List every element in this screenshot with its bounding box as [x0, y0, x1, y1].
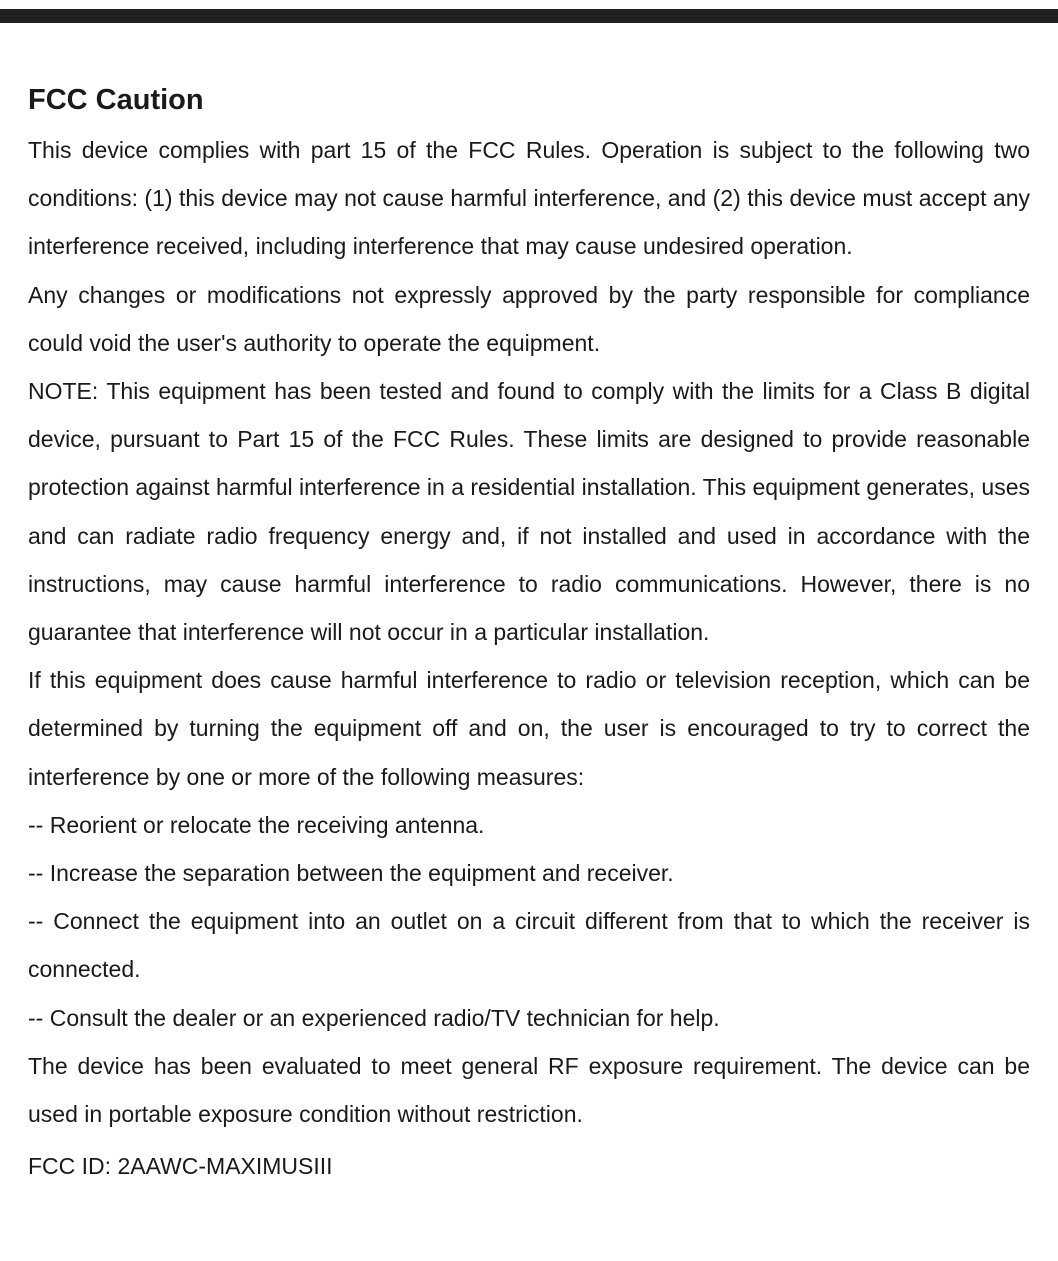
- fcc-caution-section: [28, 80, 1030, 1190]
- fcc-id-label: FCC ID: 2AAWC-MAXIMUSIII: [28, 1153, 333, 1180]
- rf-exposure-paragraph: The device has been evaluated to meet general RF exposure requirement. The device can be used in portable exposure condition without restriction.: [28, 1052, 1030, 1128]
- measure-consult-dealer: -- Consult the dealer or an experienced radio/TV technician for help.: [28, 1004, 720, 1031]
- measure-connect-outlet: -- Connect the equipment into an outlet on a circuit different from that to which the receiver is connected.: [28, 908, 1030, 983]
- measure-increase-separation: -- Increase the separation between the equipment and receiver.: [28, 860, 674, 887]
- compliance-paragraph: This device complies with part 15 of the FCC Rules. Operation is subject to the following two conditions: (1) this device may not cause harmful interference, and (2) this device must accept any interference received, including interference that may cause undesired operation.: [28, 137, 1030, 260]
- modifications-paragraph: Any changes or modifications not expressly approved by the party responsible for compliance could void the user's authority to operate the equipment.: [28, 281, 1030, 356]
- top-divider-bar: [0, 9, 1058, 23]
- page-title: FCC Caution: [28, 84, 204, 116]
- class-b-note-paragraph: NOTE: This equipment has been tested and found to comply with the limits for a Class B digital device, pursuant to Part 15 of the FCC Rules. These limits are designed to provide reasonable protection against harmful interference in a residential installation. This equipment generates, uses and can radiate radio frequency energy and, if not installed and used in accordance with the instructions, may cause harmful interference to radio communications. However, there is no guarantee that interference will not occur in a particular installation.: [28, 378, 1030, 646]
- interference-paragraph: If this equipment does cause harmful interference to radio or television reception, which can be determined by turning the equipment off and on, the user is encouraged to try to correct the interference by one or more of the following measures:: [28, 667, 1030, 790]
- measure-reorient: -- Reorient or relocate the receiving antenna.: [28, 811, 485, 838]
